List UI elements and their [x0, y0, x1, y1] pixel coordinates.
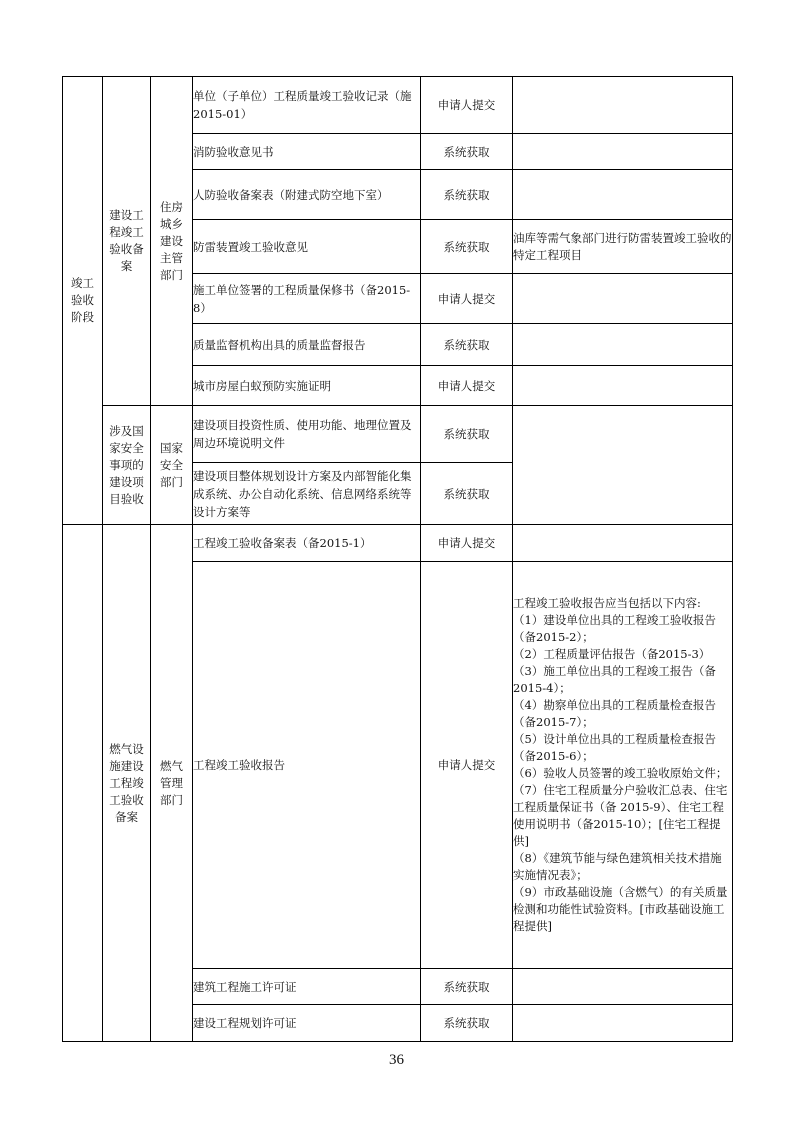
source-cell: 系统获取	[421, 406, 513, 463]
table-row	[63, 77, 733, 134]
process-label: 涉及国家安全事项的建设项目验收	[109, 423, 144, 506]
source-cell: 系统获取	[421, 969, 513, 1005]
note-cell	[513, 1005, 733, 1042]
material-cell: 防雷装置竣工验收意见	[193, 220, 421, 274]
dept-label: 国家安全部门	[160, 440, 183, 489]
note-cell	[513, 525, 733, 562]
material-cell: 建筑工程施工许可证	[193, 969, 421, 1005]
material-cell: 工程竣工验收备案表（备2015-1）	[193, 525, 421, 562]
note-cell	[513, 170, 733, 220]
material-cell: 建设工程规划许可证	[193, 1005, 421, 1042]
dept-label: 燃气管理部门	[160, 758, 183, 807]
page-number: 36	[389, 1052, 404, 1068]
material-cell: 建设项目投资性质、使用功能、地理位置及周边环境说明文件	[193, 406, 421, 463]
note-cell	[513, 324, 733, 366]
source-cell: 申请人提交	[421, 77, 513, 134]
stage-label: 竣工验收阶段	[71, 276, 94, 324]
material-cell: 消防验收意见书	[193, 134, 421, 170]
source-cell: 系统获取	[421, 1005, 513, 1042]
material-cell: 城市房屋白蚁预防实施证明	[193, 366, 421, 406]
source-cell: 申请人提交	[421, 525, 513, 562]
stage-cell	[63, 525, 103, 1042]
stage-cell	[63, 77, 103, 525]
material-cell: 单位（子单位）工程质量竣工验收记录（施2015-01）	[193, 77, 421, 134]
note-cell	[513, 406, 733, 525]
dept-cell	[151, 77, 193, 406]
table-row	[63, 525, 733, 562]
source-cell: 系统获取	[421, 220, 513, 274]
list-item: （8）《建筑节能与绿色建筑相关技术措施实施情况表》；	[513, 851, 722, 882]
source-cell: 申请人提交	[421, 274, 513, 324]
list-item: （5）设计单位出具的工程质量检查报告（备2015-6）；	[513, 732, 716, 763]
list-item: （7）住宅工程质量分户验收汇总表、住宅工程质量保证书（备 2015-9）、住宅工程使用说明书（备2015-10）；[住宅工程提供]	[513, 783, 728, 848]
note-cell	[513, 969, 733, 1005]
note-cell	[513, 77, 733, 134]
table-row	[63, 406, 733, 463]
list-item: （2）工程质量评估报告（备2015-3）	[513, 647, 711, 661]
material-cell: 施工单位签署的工程质量保修书（备2015-8）	[193, 274, 421, 324]
source-cell: 申请人提交	[421, 562, 513, 969]
source-cell: 系统获取	[421, 324, 513, 366]
list-item: （4）勘察单位出具的工程质量检查报告（备2015-7）；	[513, 698, 716, 729]
note-items-list	[513, 612, 732, 935]
source-cell: 系统获取	[421, 463, 513, 525]
dept-cell	[151, 406, 193, 525]
note-cell: 油库等需气象部门进行防雷装置竣工验收的特定工程项目	[513, 220, 733, 274]
list-item: （6）验收人员签署的竣工验收原始文件；	[513, 766, 728, 780]
process-label: 燃气设施建设工程竣工验收备案	[109, 741, 144, 824]
note-cell	[513, 274, 733, 324]
source-cell: 申请人提交	[421, 366, 513, 406]
material-cell: 人防验收备案表（附建式防空地下室）	[193, 170, 421, 220]
note-cell	[513, 134, 733, 170]
list-item: （3）施工单位出具的工程竣工报告（备2015-4）；	[513, 664, 716, 695]
process-cell	[103, 525, 151, 1042]
process-cell	[103, 406, 151, 525]
dept-cell	[151, 525, 193, 1042]
list-item: （1）建设单位出具的工程竣工验收报告（备2015-2）；	[513, 613, 716, 644]
report-contents-note	[513, 562, 733, 969]
note-intro: 工程竣工验收报告应当包括以下内容:	[513, 596, 701, 610]
dept-label: 住房城乡建设主管部门	[160, 199, 183, 282]
source-cell: 系统获取	[421, 134, 513, 170]
material-cell: 建设项目整体规划设计方案及内部智能化集成系统、办公自动化系统、信息网络系统等设计方案等	[193, 463, 421, 525]
source-cell: 系统获取	[421, 170, 513, 220]
process-label: 建设工程竣工验收备案	[109, 208, 144, 273]
list-item: （9）市政基础设施（含燃气）的有关质量检测和功能性试验资料。[市政基础设施工程提供]	[513, 885, 728, 933]
material-cell: 质量监督机构出具的质量监督报告	[193, 324, 421, 366]
note-cell	[513, 366, 733, 406]
process-cell	[103, 77, 151, 406]
requirements-table	[62, 76, 733, 1042]
material-cell: 工程竣工验收报告	[193, 562, 421, 969]
